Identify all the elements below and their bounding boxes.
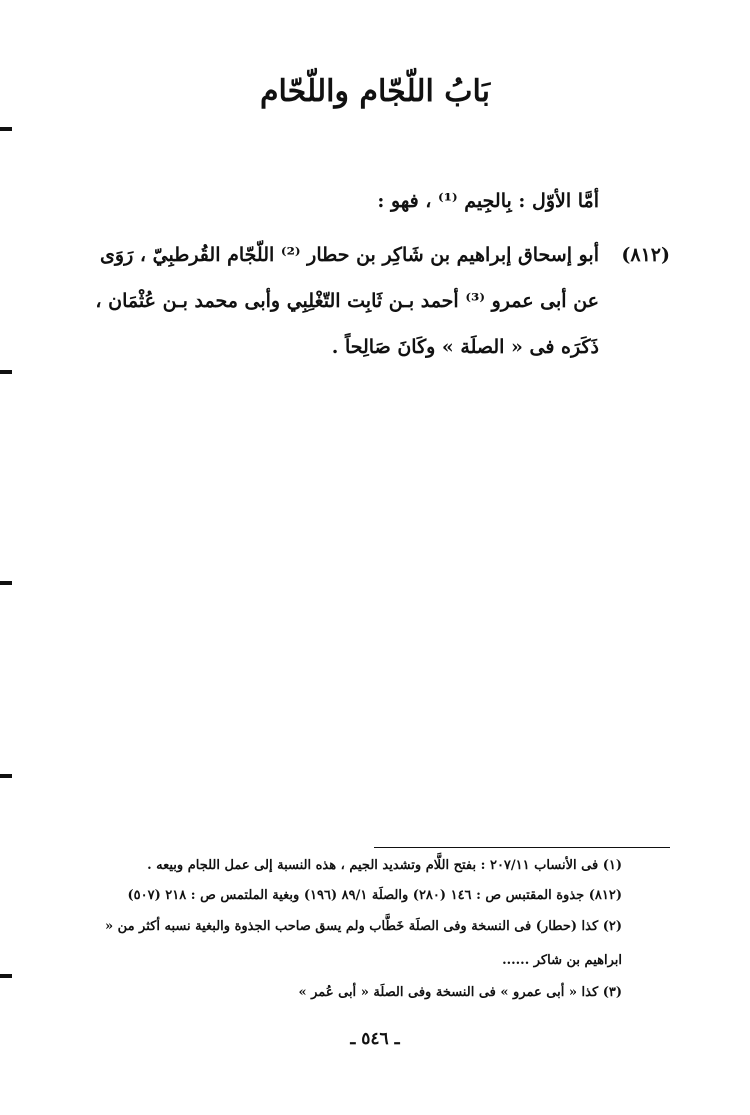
footnote-divider xyxy=(374,847,670,848)
footnote-source: (٨١٢) جذوة المقتبس ص : ١٤٦ (٢٨٠) والصلَة ٨٩/١ (١٩٦) وبغية الملتمس ص : ٢١٨ (٥٠٧) xyxy=(127,888,622,903)
entry-line-3: ذَكَرَه فى « الصلَة » وكَانَ صَالِحاً . xyxy=(331,336,599,358)
intro-line: أمَّا الأوّل : بِالجِيم ⁽¹⁾ ، فهو : xyxy=(377,190,599,212)
footnote-2-continuation: ابراهيم بن شاكر ...... xyxy=(502,953,622,968)
page-number: ـ ٥٤٦ ـ xyxy=(350,1029,400,1049)
scan-edge-mark xyxy=(0,127,12,131)
entry-line-2: عن أبى عمرو ⁽³⁾ أحمد بـن ثَابِت التّغْلِبِي وأبى محمد بـن عُثْمَان ، xyxy=(95,290,599,312)
scan-edge-mark xyxy=(0,370,12,374)
footnote-3: (٣) كذا « أبى عمرو » فى النسخة وفى الصلَة « أبى عُمر » xyxy=(298,985,622,1000)
footnote-1: (١) فى الأنساب ٢٠٧/١١ : بفتح اللَّام وتشديد الجيم ، هذه النسبة إلى عمل اللجام وبيعه . xyxy=(147,858,622,873)
scan-edge-mark xyxy=(0,974,12,978)
entry-line-1: أبو إسحاق إبراهيم بن شَاكِر بن حطار ⁽²⁾ اللّجّام القُرطبِيّ ، رَوَى xyxy=(100,244,599,266)
footnote-2: (٢) كذا (حطار) فى النسخة وفى الصلَة خَطَّاب ولم يسق صاحب الجذوة والبغية نسبه أكثر من « xyxy=(105,919,622,934)
entry-number: (٨١٢) xyxy=(621,244,670,266)
scan-edge-mark xyxy=(0,774,12,778)
scan-edge-mark xyxy=(0,581,12,585)
chapter-title: بَابُ اللّجّام واللّحّام xyxy=(259,74,491,109)
